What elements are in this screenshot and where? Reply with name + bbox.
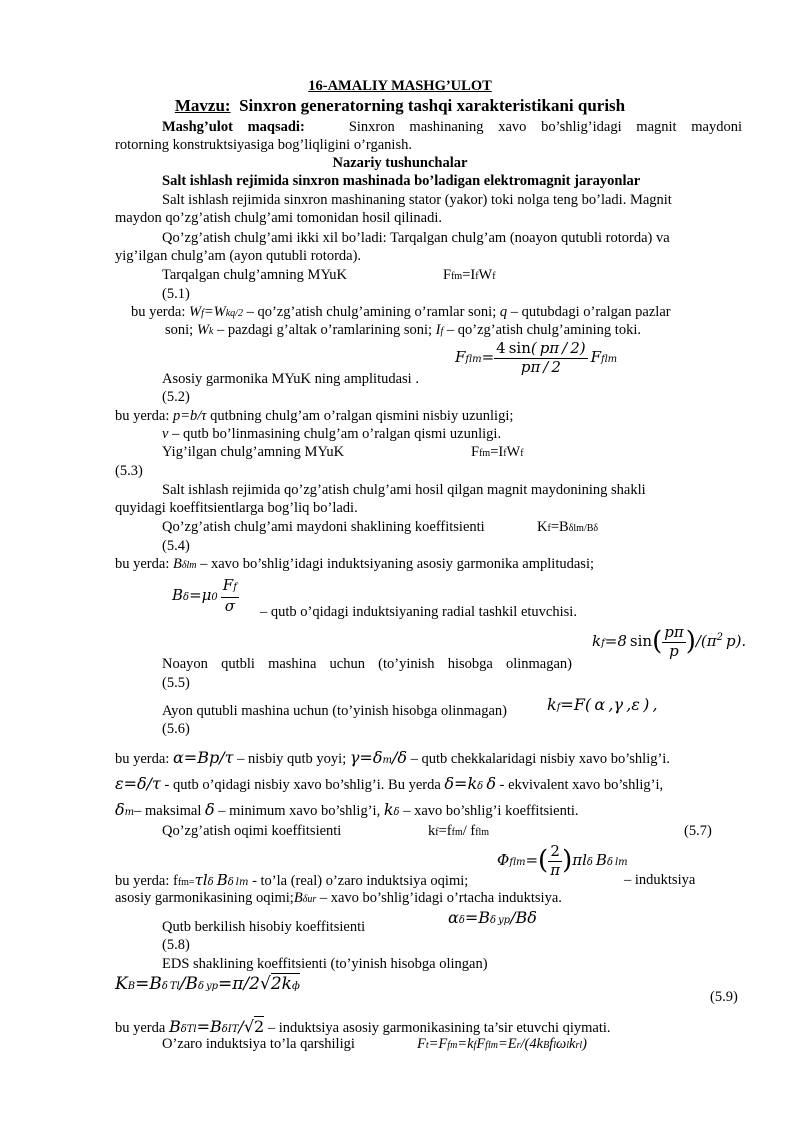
where-5-line-1: bu yerda: ffm=τlδ Bδ lm - to’la (real) o’zaro induktsiya oqimi;: [115, 871, 469, 889]
phi-flm-formula: Φflm=( $\frac{2}{\pi}$ )πlδ Bδ lm: [497, 842, 628, 879]
last-line-label: O’zaro induktsiya to’la qarshiligi: [162, 1036, 355, 1052]
where-3-line-2: – qutb o’qidagi induktsiyaning radial tashkil etuvchisi.: [260, 604, 577, 620]
where-6: bu yerda BδTl=BδIT/√2 – induktsiya asosiy garmonikasining ta’sir etuvchi qiymati.: [115, 1017, 611, 1036]
eq-5-6-formula: kf=F( α ,γ ,ε ) ,: [547, 695, 658, 714]
where-4-prefix: bu yerda:: [115, 751, 170, 767]
b-delta-formula: Bδ=μ0 $\frac{Ff}{\sigma}$: [172, 576, 237, 615]
eq-5-7-label: Qo’zg’atish oqimi koeffitsienti: [162, 823, 342, 839]
eq-5-4-number: (5.4): [162, 538, 190, 554]
eq-5-7-number: (5.7): [684, 823, 712, 839]
topic-label: Mavzu:: [174, 96, 231, 115]
eq-5-2-label: Asosiy garmonika MYuK ning amplitudasi .: [162, 371, 419, 387]
eq-5-1-label: Tarqalgan chulg’amning MYuK: [162, 267, 348, 283]
where-3-line-1: bu yerda: Bδlm – xavo bo’shlig’idagi induktsiyaning asosiy garmonika amplitudasi;: [115, 556, 594, 572]
topic-text: Sinxron generatorning tashqi xarakteristikani qurish: [239, 96, 626, 115]
where-5-line-1-end: – induktsiya: [624, 872, 696, 888]
b-delta-fraction: $\frac{Ff}{\sigma}$: [222, 576, 237, 615]
eq-5-2-formula: Fflm= $\frac{4 \sin( p\pi / 2)}{p\pi / 2}$ Fflm: [455, 339, 618, 376]
section-title: Nazariy tushunchalar: [332, 155, 468, 171]
paragraph-3-line-2: quyidagi koeffitsientlarga bog’liq bo’ladi.: [115, 500, 358, 516]
paragraph-1-line-2: maydon qo’zg’atish chulg’ami tomonidan hosil qilinadi.: [115, 210, 443, 226]
where-6-prefix: bu yerda: [115, 1020, 166, 1036]
goal-label: Mashg’ulot maqsadi:: [162, 119, 305, 135]
eq-5-4-formula: Kf=Bδlm/Bδ: [537, 519, 599, 535]
eq-5-2-fraction: $\frac{4 \sin( p\pi / 2)}{p\pi / 2}$: [496, 339, 586, 376]
alpha-desc: – nisbiy qutb yoyi;: [237, 751, 347, 767]
eq-5-8-label: Qutb berkilish hisobiy koeffitsienti: [162, 919, 366, 935]
where-5-line-2: asosiy garmonikasining oqimi;Bδur – xavo bo’shlig’idagi o’rtacha induktsiya.: [115, 890, 562, 906]
last-line-formula: Ft=Ffm=kfFflm=Er/(4kBflωlkrl): [417, 1036, 587, 1052]
eq-5-5-formula: kf=8 sin( $\frac{p\pi}{p}$ )$/(\pi^2$ p).: [592, 623, 747, 660]
k-delta-desc: – xavo bo’shlig’i koeffitsienti.: [403, 803, 579, 819]
delta-max-desc: – maksimal: [134, 803, 202, 819]
paragraph-2-line-2: yig’ilgan chulg’am (ayon qutubli rotorda).: [115, 248, 362, 264]
goal-line-2: rotorning konstruktsiyasiga bog’liqligini o’rganish.: [115, 137, 412, 153]
eq-5-7-formula: kf=ffm/ fflm: [428, 823, 490, 839]
topic-heading: [0, 96, 800, 116]
epsilon-desc: - qutb o’qidagi nisbiy xavo bo’shlig’i. Bu yerda: [164, 777, 441, 793]
where-2-line-2: v – qutb bo’linmasining chulg’am o’ralgan qismi uzunligi.: [162, 426, 502, 442]
where-1-line-1: bu yerda: Wf=Wkq/2 – qo’zg’atish chulg’amining o’ramlar soni; q – qutubdagi o’ralgan pazlar: [131, 304, 671, 320]
eq-5-6-label: Ayon qutubli mashina uchun (to’yinish hisobga olinmagan): [162, 703, 508, 719]
eq-5-2-number: (5.2): [162, 389, 190, 405]
eq-5-9-formula: KB=Bδ Tl/Bδ yp=π/2√2kф: [115, 974, 300, 994]
goal-text-1: Sinxron mashinaning xavo bo’shlig’idagi magnit maydoni: [348, 119, 742, 135]
paragraph-1-line-1: Salt ishlash rejimida sinxron mashinaning stator (yakor) toki nolga teng bo’ladi. Magnit: [162, 192, 672, 208]
eq-5-9-label: EDS shaklining koeffitsienti (to’yinish hisobga olingan): [162, 956, 488, 972]
where-6-desc: – induktsiya asosiy garmonikasining ta’sir etuvchi qiymati.: [267, 1020, 611, 1036]
where-4-line-3: δm– maksimal δ – minimum xavo bo’shlig’i, kδ – xavo bo’shlig’i koeffitsienti.: [115, 800, 579, 819]
eq-5-5-label: Noayon qutbli mashina uchun (to’yinish hisobga olinmagan): [162, 656, 572, 672]
section-subtitle: Salt ishlash rejimida sinxron mashinada bo’ladigan elektromagnit jarayonlar: [162, 173, 641, 189]
eq-5-1-number: (5.1): [162, 286, 190, 302]
eq-5-6-number: (5.6): [162, 721, 190, 737]
ffm-prefix: bu yerda: ffm=: [115, 873, 195, 889]
where-2-line-1: bu yerda: p=b/τ qutbning chulg’am o’ralgan qismini nisbiy uzunligi;: [115, 408, 514, 424]
eq-5-3-label: Yig’ilgan chulg’amning MYuK: [162, 444, 345, 460]
delta-desc: - ekvivalent xavo bo’shlig’i,: [499, 777, 664, 793]
where-4-line-2: ε=δ/τ - qutb o’qidagi nisbiy xavo bo’shlig’i. Bu yerda δ=kδ δ - ekvivalent xavo bo’shlig’i,: [115, 774, 664, 793]
eq-5-5-number: (5.5): [162, 675, 190, 691]
eq-5-4-label: Qo’zg’atish chulg’ami maydoni shaklining koeffitsienti: [162, 519, 485, 535]
eq-5-1-formula: Ffm=IfWf: [443, 267, 496, 283]
gamma-desc: – qutb chekkalaridagi nisbiy xavo bo’shlig’i.: [410, 751, 670, 767]
eq-5-8-number: (5.8): [162, 937, 190, 953]
goal-line-1: [162, 119, 742, 137]
eq-5-8-formula: αδ=Bδ yp/Bδ: [448, 908, 537, 927]
where-4-line-1: bu yerda: α=Bp/τ – nisbiy qutb yoyi; γ=δm/δ – qutb chekkalaridagi nisbiy xavo bo’shlig’i.: [115, 748, 670, 767]
delta-min-desc: – minimum xavo bo’shlig’i,: [218, 803, 381, 819]
paragraph-3-line-1: Salt ishlash rejimida qo’zg’atish chulg’ami hosil qilgan magnit maydonining shakli: [162, 482, 646, 498]
eq-5-3-formula: Ffm=IfWf: [471, 444, 524, 460]
page-title: 16-AMALIY MASHG’ULOT: [308, 78, 492, 94]
eq-5-9-number: (5.9): [710, 989, 738, 1005]
where-1-line-2: soni; Wk – pazdagi g’altak o’ramlarining soni; If – qo’zg’atish chulg’amining toki.: [165, 322, 641, 338]
paragraph-2-line-1: Qo’zg’atish chulg’ami ikki xil bo’ladi: Tarqalgan chulg’am (noayon qutubli rotorda) va: [162, 230, 670, 246]
eq-5-3-number: (5.3): [115, 463, 143, 479]
ffm-desc: - to’la (real) o’zaro induktsiya oqimi;: [252, 873, 469, 889]
